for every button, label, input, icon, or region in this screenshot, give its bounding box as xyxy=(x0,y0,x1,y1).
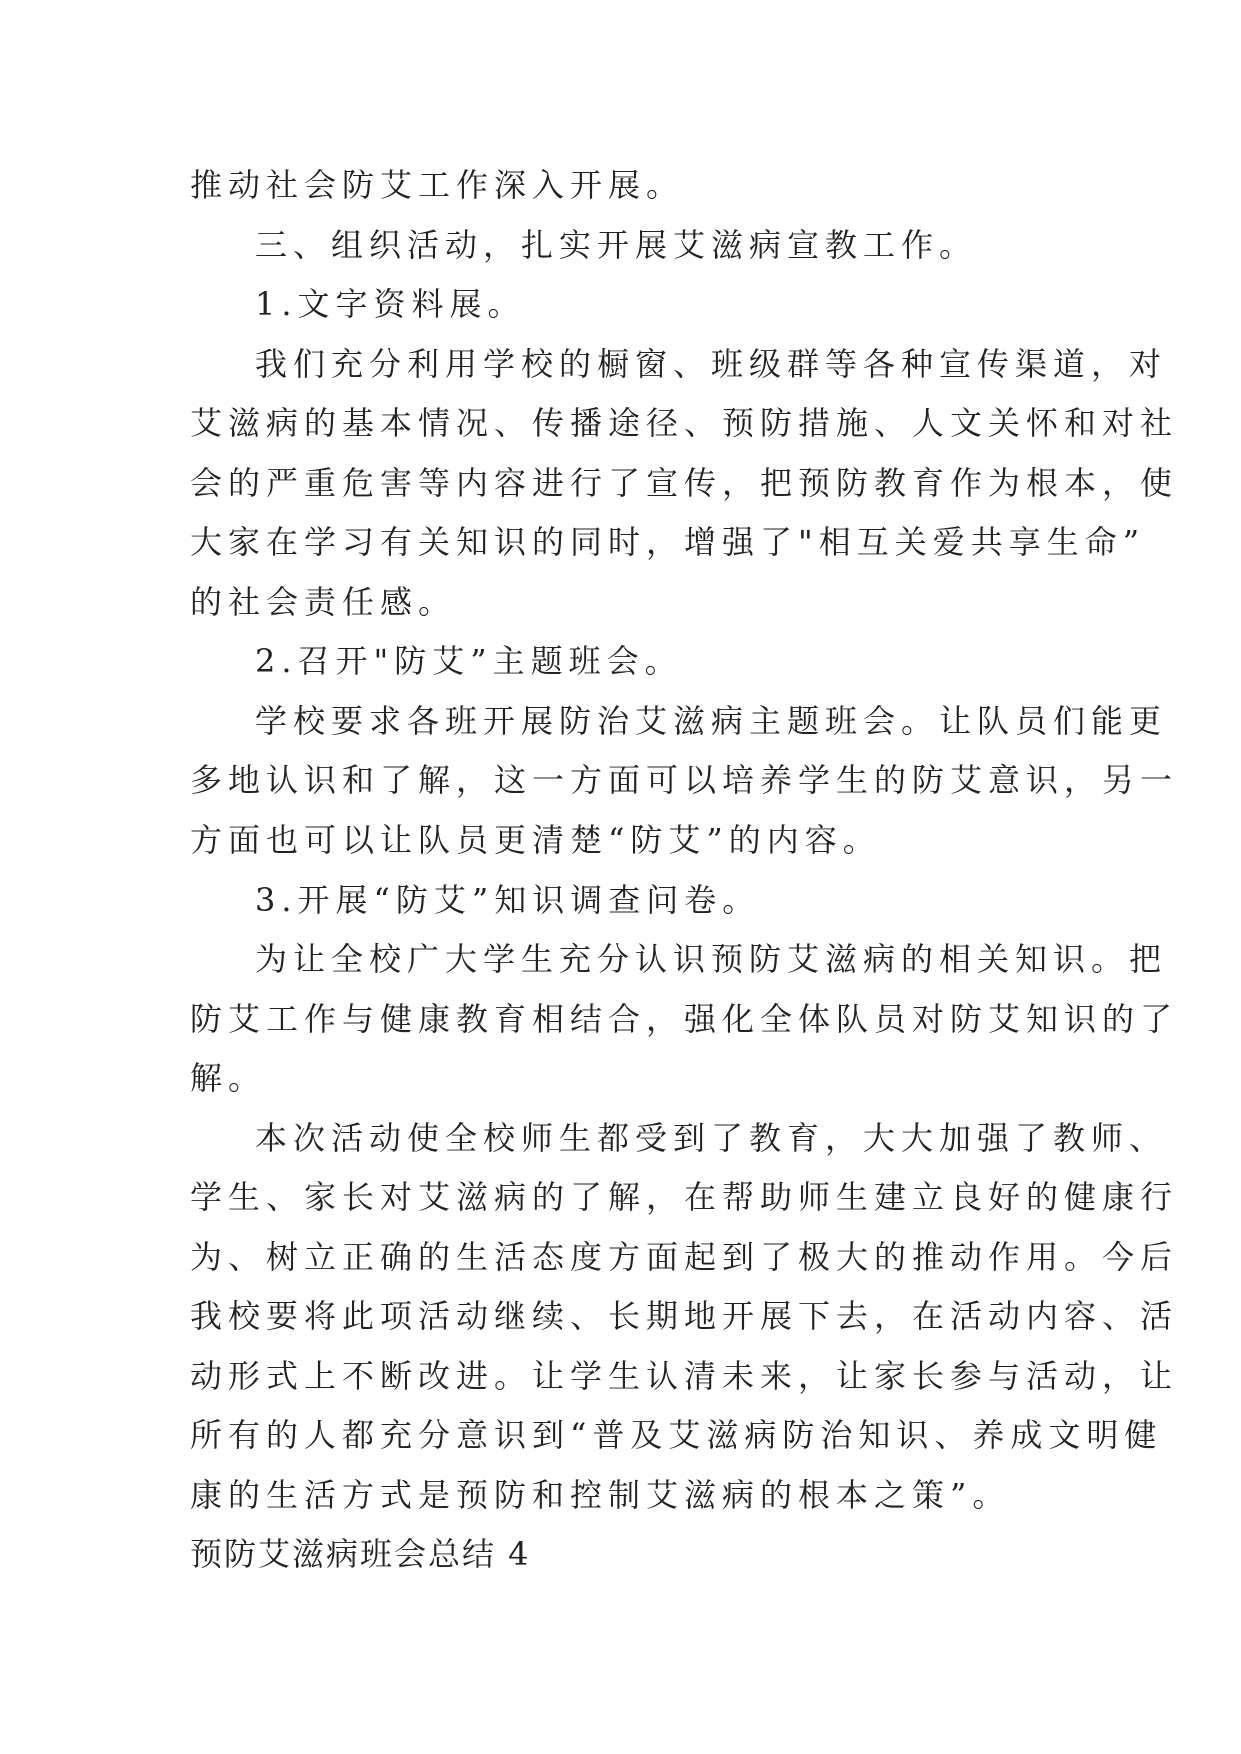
section-heading: 三、组织活动，扎实开展艾滋病宣教工作。 xyxy=(255,226,978,264)
text-line: 大家在学习有关知识的同时，增强了"相互关爱共享生命” xyxy=(190,523,1146,561)
text-line: 学校要求各班开展防治艾滋病主题班会。让队员们能更 xyxy=(255,702,1168,740)
text-line: 所有的人都充分意识到“普及艾滋病防治知识、养成文明健 xyxy=(190,1416,1163,1454)
text-line: 解。 xyxy=(190,1059,267,1097)
text-line: 我校要将此项活动继续、长期地开展下去，在活动内容、活 xyxy=(190,1297,1179,1335)
text-line: 防艾工作与健康教育相结合，强化全体队员对防艾知识的了 xyxy=(190,1000,1179,1038)
text-line: 艾滋病的基本情况、传播途径、预防措施、人文关怀和对社 xyxy=(190,404,1179,442)
document-title: 预防艾滋病班会总结 4 xyxy=(190,1535,531,1573)
text-line: 康的生活方式是预防和控制艾滋病的根本之策”。 xyxy=(190,1476,1011,1514)
text-line: 本次活动使全校师生都受到了教育，大大加强了教师、 xyxy=(255,1119,1168,1157)
text-line: 我们充分利用学校的橱窗、班级群等各种宣传渠道，对 xyxy=(255,345,1168,383)
text-line: 会的严重危害等内容进行了宣传，把预防教育作为根本，使 xyxy=(190,464,1179,502)
text-line: 方面也可以让队员更清楚“防艾”的内容。 xyxy=(190,821,881,859)
text-line: 推动社会防艾工作深入开展。 xyxy=(190,166,685,204)
text-line: 为、树立正确的生活态度方面起到了极大的推动作用。今后 xyxy=(190,1238,1179,1276)
subsection-heading: 1.文字资料展。 xyxy=(255,285,526,323)
text-line: 为让全校广大学生充分认识预防艾滋病的相关知识。把 xyxy=(255,940,1168,978)
text-line: 多地认识和了解，这一方面可以培养学生的防艾意识，另一 xyxy=(190,761,1179,799)
text-line: 动形式上不断改进。让学生认清未来，让家长参与活动，让 xyxy=(190,1357,1179,1395)
subsection-heading: 2.召开"防艾”主题班会。 xyxy=(255,642,683,680)
text-line: 的社会责任感。 xyxy=(190,583,457,621)
subsection-heading: 3.开展“防艾”知识调查问卷。 xyxy=(255,881,761,919)
text-line: 学生、家长对艾滋病的了解，在帮助师生建立良好的健康行 xyxy=(190,1178,1179,1216)
